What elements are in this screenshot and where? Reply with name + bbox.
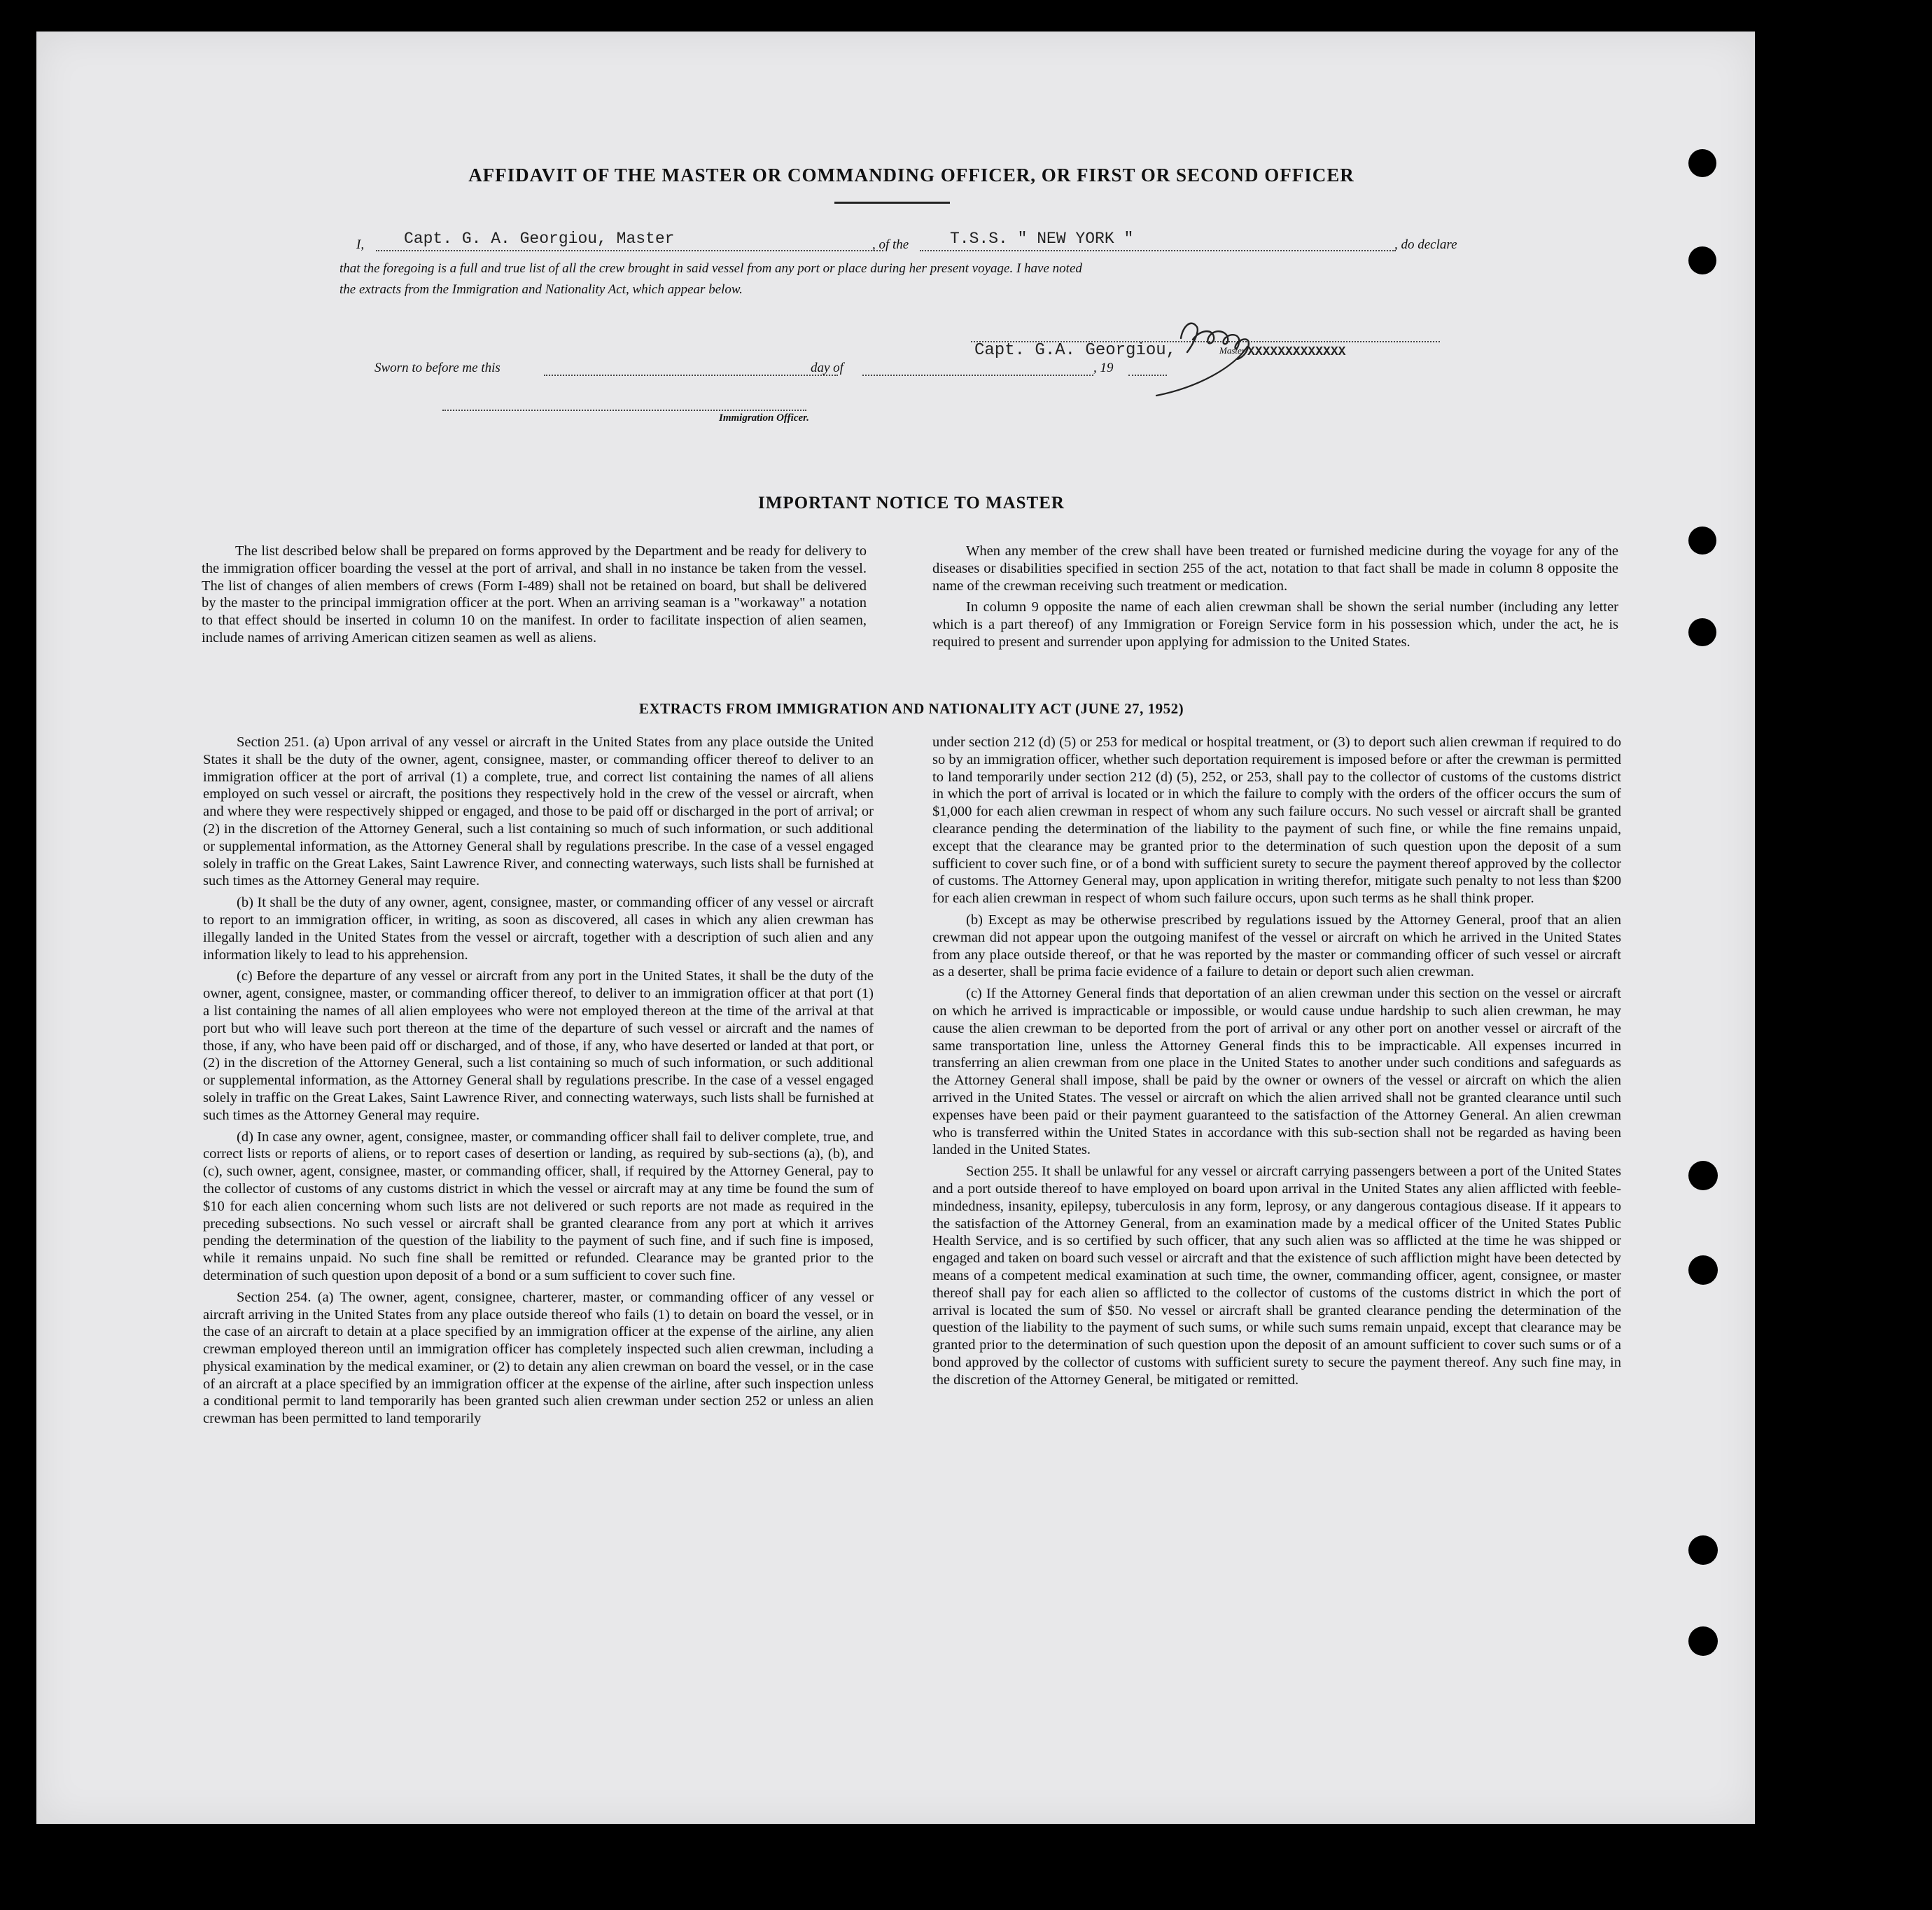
notice-left-column (202, 543, 867, 651)
notice-right-paragraph-2: In column 9 opposite the name of each alien crewman shall be shown the serial number (including any letter which is a part thereof) of any Immigration or Foreign Service form in his possession which, under the act, he is required to present and surrender upon applying for admission to the United States. (932, 599, 1618, 650)
binder-hole (1688, 1161, 1718, 1190)
typed-signature: Capt. G.A. Georgiou, (974, 341, 1177, 360)
extracts-title: EXTRACTS FROM IMMIGRATION AND NATIONALITY ACT (JUNE 27, 1952) (638, 700, 1184, 717)
section-251-b: (b) It shall be the duty of any owner, agent, consignee, master, or commanding officer of any vessel or aircraft to report to an immigration officer, in writing, as soon as discovered, all cases in which any alien crewman has illegally landed in the United States from the vessel or aircraft, together with a description of such alien and any information likely to lead to his apprehension. (203, 895, 874, 963)
vessel-name-line (920, 250, 1396, 251)
do-declare-label: , do declare (1394, 237, 1457, 252)
sworn-day-line (544, 375, 838, 376)
sworn-year-line (1128, 375, 1167, 376)
i-label: I, (356, 237, 365, 252)
extracts-left-column (203, 734, 874, 1432)
immigration-officer-label: Immigration Officer. (719, 412, 809, 424)
binder-hole (1688, 1535, 1718, 1565)
of-the-label: , of the (872, 237, 909, 252)
sworn-month-line (862, 375, 1093, 376)
section-251-c: (c) Before the departure of any vessel or aircraft from any port in the United States, it shall be the duty of the owner, agent, consignee, master, or commanding officer thereof, to deliver to an immigration officer at that port (1) a list containing the names of all alien employees who were not employed thereon at the time of the arrival at that port but who will leave such port thereon at the time of the departure of such vessel or aircraft and the names of those, if any, who have been paid off or discharged, and of those, if any, who have deserted or landed at that port, or (2) in the discretion of the Attorney General, such a list containing so much of such information, or such additional or supplemental information, as the Attorney General shall by regulations prescribe. In the case of a vessel engaged solely in traffic on the Great Lakes, Saint Lawrence River, and connecting waterways, such lists shall be furnished at such times as the Attorney General may require. (203, 968, 874, 1123)
master-suffix: Master (1219, 345, 1245, 356)
section-255: Section 255. It shall be unlawful for any vessel or aircraft carrying passengers between a port of the United States and a port outside thereof to have employed on board upon arrival in the United States any alien afflicted with feeble-mindedness, insanity, epilepsy, tuberculosis in any form, leprosy, or any dangerous contagious disease. If it appears to the satisfaction of the Attorney General, from an examination made by a medical officer of the United States Public Health Service, and is so certified by such officer, that any such alien was so afflicted at the time he was shipped or engaged and taken on board such vessel or aircraft and that the existence of such affliction might have been detected by means of a competent medical examination at such time, the owner, commanding officer, agent, consignee, or master thereof shall pay for each alien so afflicted to the collector of customs of the customs district in which the port of arrival is located the sum of $50. No vessel or aircraft shall be granted clearance pending the determination of the question of the liability to the payment of such sums, or while such sums remain unpaid, except that clearance may be granted prior to the determination of such question upon the deposit of an amount sufficient to cover such sums or of a bond approved by the collector of customs with sufficient surety to secure the payment thereof. Any such fine may, in the discretion of the Attorney General, be mitigated or remitted. (932, 1164, 1621, 1388)
binder-hole (1688, 1626, 1718, 1656)
notice-title: IMPORTANT NOTICE TO MASTER (758, 494, 1065, 513)
extracts-right-column (932, 734, 1621, 1393)
section-251-a: Section 251. (a) Upon arrival of any vessel or aircraft in the United States from any place outside the United States it shall be the duty of the owner, agent, consignee, master, or commanding officer thereof to deliver to an immigration officer at the port of arrival (1) a complete, true, and correct list containing the names of all aliens employed on such vessel or aircraft, the positions they respectively hold in the crew of the vessel or aircraft, when and where they were respectively shipped or engaged, and those to be paid off or discharged in the port of arrival; or (2) in the discretion of the Attorney General, such a list containing so much of such information, or such additional or supplemental information, as the Attorney General shall by regulations prescribe. In the case of a vessel engaged solely in traffic on the Great Lakes, Saint Lawrence River, and connecting waterways, such lists shall be furnished at such times as the Attorney General may require. (203, 734, 874, 889)
affidavit-line-2: that the foregoing is a full and true list of all the crew brought in said vessel from any port or place during her present voyage. I have noted (340, 261, 1082, 276)
binder-hole (1688, 527, 1716, 555)
year-prefix: , 19 (1093, 361, 1114, 375)
affidavit-line-3: the extracts from the Immigration and Nationality Act, which appear below. (340, 282, 743, 297)
master-name-line (376, 250, 883, 251)
master-name: Capt. G. A. Georgiou, Master (404, 230, 675, 248)
notice-right-column (932, 543, 1618, 655)
section-254-a-continued: under section 212 (d) (5) or 253 for medical or hospital treatment, or (3) to deport such alien crewman if required to do so by an immigration officer, whether such deportation requirement is imposed before or after the crewman is permitted to land temporarily under section 212 (d) (5), 252, or 253, shall pay to the collector of customs of the customs district in which the port of arrival is located or in which the failure to comply with the orders of the officer occurs the sum of $1,000 for each alien crewman in respect of whom any such failure occurs. No such vessel or aircraft shall be granted clearance pending the determination of the liability to the payment of such fine, or while the fine remains unpaid, except that the clearance may be granted prior to the determination of such question upon the deposit of a sum sufficient to cover such fine, or of a bond with sufficient surety to secure the payment thereof approved by the collector of customs. The Attorney General may, upon application in writing therefor, mitigate such penalty to not less than $200 for each alien crewman in respect of whom such failure occurs, upon such terms as he shall think proper. (932, 734, 1621, 907)
section-254-b: (b) Except as may be otherwise prescribed by regulations issued by the Attorney General, proof that an alien crewman did not appear upon the outgoing manifest of the vessel or aircraft on which he arrived in the United States from any place outside thereof, or that he was reported by the master or commanding officer of such vessel or aircraft as a deserter, shall be prima facie evidence of a failure to detain or deport such alien crewman. (932, 912, 1621, 980)
binder-hole (1688, 149, 1716, 177)
section-254-c: (c) If the Attorney General finds that deportation of an alien crewman under this section on the vessel or aircraft on which he arrived is impracticable or impossible, or would cause undue hardship to such alien crewman, he may cause the alien crewman to be deported from the port of arrival or any other port on another vessel or aircraft of the same transportation line, unless the Attorney General finds this to be impracticable. All expenses incurred in transferring an alien crewman from one place in the United States to another under such conditions and safeguards as the Attorney General shall impose, shall be paid by the owner or owners of the vessel or aircraft on which the alien arrived in the United States. The vessel or aircraft on which the alien arrived shall not be granted clearance until such expenses have been paid or their payment guaranteed to the satisfaction of the Attorney General. An alien crewman who is transferred within the United States in accordance with this sub-section shall not be regarded as having been landed in the United States. (932, 986, 1621, 1158)
binder-hole (1688, 618, 1716, 646)
day-of-label: day of (811, 361, 844, 375)
sworn-label: Sworn to before me this (374, 361, 500, 375)
vessel-name: T.S.S. " NEW YORK " (950, 230, 1134, 248)
binder-hole (1688, 1255, 1718, 1285)
struck-text: XXXXXXXXXXXXX (1247, 345, 1346, 359)
officer-signature-line (442, 410, 806, 411)
binder-hole (1688, 246, 1716, 274)
notice-left-paragraph: The list described below shall be prepared on forms approved by the Department and be ready for delivery to the immigration officer boarding the vessel at the port of arrival, and shall in no instance be taken from the vessel. The list of changes of alien members of crews (Form I-489) shall not be retained on board, but shall be delivered by the master to the principal immigration officer at the port. When an arriving seaman is a "workaway" a notation to that effect should be inserted in column 10 on the manifest. In order to facilitate inspection of alien seamen, include names of arriving American citizen seamen as well as aliens. (202, 543, 867, 646)
notice-right-paragraph-1: When any member of the crew shall have been treated or furnished medicine during the voyage for any of the diseases or disabilities specified in section 255 of the act, notation to that fact shall be made in column 8 opposite the name of the crewman receiving such treatment or medication. (932, 543, 1618, 594)
section-251-d: (d) In case any owner, agent, consignee, master, or commanding officer shall fail to deliver complete, true, and correct lists or reports of aliens, or to report cases of desertion or landing, as required by sub-sections (a), (b), and (c), such owner, agent, consignee, master, or commanding officer, shall, if required by the Attorney General, pay to the collector of customs of any customs district in which the vessel or aircraft may at any time be found the sum of $10 for each alien concerning whom such lists are not delivered or such reports are not made as required in the preceding subsections. No such vessel or aircraft shall be granted clearance from any port at which it arrives pending the determination of the question of the liability to the payment of such fine, and if such fine is imposed, while it remains unpaid. No such fine shall be remitted or refunded. Clearance may be granted prior to the determination of such question upon deposit of a bond or a sum sufficient to cover such fine. (203, 1129, 874, 1283)
affidavit-title: AFFIDAVIT OF THE MASTER OR COMMANDING OFFICER, OR FIRST OR SECOND OFFICER (468, 165, 1354, 186)
title-divider (834, 202, 950, 204)
section-254-a: Section 254. (a) The owner, agent, consignee, charterer, master, or commanding officer of any vessel or aircraft arriving in the United States from any place outside thereof who fails (1) to detain on board the vessel, or in the case of an aircraft to detain at a place specified by an immigration officer at the expense of the airline, any alien crewman employed thereon until an immigration officer has completely inspected such alien crewman, including a physical examination by the medical examiner, or (2) to detain any alien crewman on board the vessel, or in the case of an aircraft at a place specified by an immigration officer at the expense of the airline, after such inspection unless a conditional permit to land temporarily has been granted such alien crewman under section 252 or unless an alien crewman has been permitted to land temporarily (203, 1289, 874, 1427)
document-page (36, 32, 1755, 1824)
